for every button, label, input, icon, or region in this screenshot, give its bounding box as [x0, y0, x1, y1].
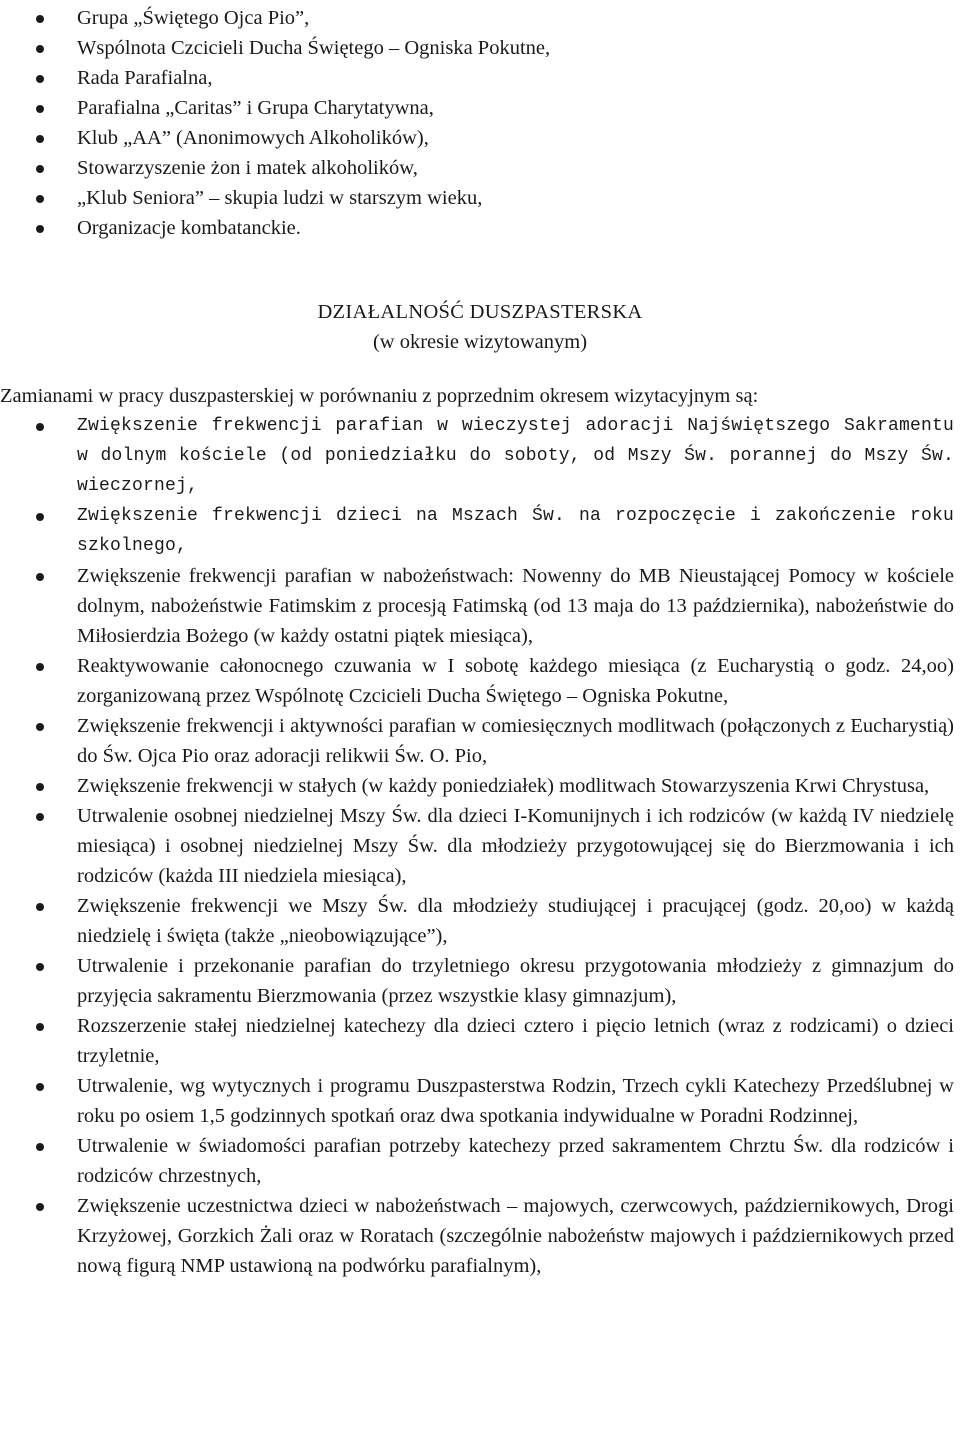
- bullet-icon: [36, 1143, 44, 1151]
- bullet-icon: [36, 195, 44, 203]
- list-item: Zwiększenie frekwencji parafian w wieczystej adoracji Najświętszego Sakramentu w dolnym kościele (od poniedziałku do soboty, od Mszy Św. porannej do Mszy Św. wieczornej,: [0, 411, 960, 501]
- bullet-icon: [36, 573, 44, 581]
- list-item: Grupa „Świętego Ojca Pio”,: [0, 3, 960, 33]
- list-item: Zwiększenie frekwencji i aktywności parafian w comiesięcznych modlitwach (połączonych z Eucharystią) do Św. Ojca Pio oraz adoracji relikwii Św. O. Pio,: [0, 711, 960, 771]
- bullet-icon: [36, 15, 44, 23]
- bullet-icon: [36, 225, 44, 233]
- list-item: Utrwalenie osobnej niedzielnej Mszy Św. dla dzieci I-Komunijnych i ich rodziców (w każdą IV niedzielę miesiąca) i osobnej niedzielnej Mszy Św. dla młodzieży przygotowującej się do Bierzmowania i ich rodziców (każda III niedziela miesiąca),: [0, 801, 960, 891]
- list-item: Zwiększenie frekwencji w stałych (w każdy poniedziałek) modlitwach Stowarzyszenia Krwi Chrystusa,: [0, 771, 960, 801]
- list-item: Utrwalenie w świadomości parafian potrzeby katechezy przed sakramentem Chrztu Św. dla rodziców i rodziców chrzestnych,: [0, 1131, 960, 1191]
- bullet-icon: [36, 783, 44, 791]
- bullet-icon: [36, 135, 44, 143]
- list-item: Reaktywowanie całonocnego czuwania w I sobotę każdego miesiąca (z Eucharystią o godz. 24,oo) zorganizowaną przez Wspólnotę Czcicieli Ducha Świętego – Ogniska Pokutne,: [0, 651, 960, 711]
- bullet-icon: [36, 963, 44, 971]
- list-item: Utrwalenie, wg wytycznych i programu Duszpasterstwa Rodzin, Trzech cykli Katechezy Przedślubnej w roku po osiem 1,5 godzinnych spotkań oraz dwa spotkania indywidualne w Poradni Rodzinnej,: [0, 1071, 960, 1131]
- groups-list: [0, 0, 960, 243]
- bullet-icon: [36, 105, 44, 113]
- bullet-icon: [36, 663, 44, 671]
- list-item: Zwiększenie frekwencji dzieci na Mszach Św. na rozpoczęcie i zakończenie roku szkolnego,: [0, 501, 960, 561]
- list-item: „Klub Seniora” – skupia ludzi w starszym wieku,: [0, 183, 960, 213]
- bullet-icon: [36, 165, 44, 173]
- list-item: Zwiększenie frekwencji we Mszy Św. dla młodzieży studiującej i pracującej (godz. 20,oo) w każdą niedzielę i święta (także „nieobowiązujące”),: [0, 891, 960, 951]
- list-item: Organizacje kombatanckie.: [0, 213, 960, 243]
- bullet-icon: [36, 813, 44, 821]
- bullet-icon: [36, 1083, 44, 1091]
- bullet-icon: [36, 1203, 44, 1211]
- list-item: Utrwalenie i przekonanie parafian do trzyletniego okresu przygotowania młodzieży z gimnazjum do przyjęcia sakramentu Bierzmowania (przez wszystkie klasy gimnazjum),: [0, 951, 960, 1011]
- list-item: Klub „AA” (Anonimowych Alkoholików),: [0, 123, 960, 153]
- list-item: Rozszerzenie stałej niedzielnej katechezy dla dzieci cztero i pięcio letnich (wraz z rodzicami) o dzieci trzyletnie,: [0, 1011, 960, 1071]
- intro-paragraph: Zamianami w pracy duszpasterskiej w porównaniu z poprzednim okresem wizytacyjnym są:: [0, 385, 759, 407]
- bullet-icon: [36, 513, 44, 521]
- list-item: Parafialna „Caritas” i Grupa Charytatywna,: [0, 93, 960, 123]
- list-item: Wspólnota Czcicieli Ducha Świętego – Ogniska Pokutne,: [0, 33, 960, 63]
- bullet-icon: [36, 1023, 44, 1031]
- changes-list: [0, 411, 960, 1281]
- section-subtitle: (w okresie wizytowanym): [372, 331, 588, 353]
- list-item: Rada Parafialna,: [0, 63, 960, 93]
- bullet-icon: [36, 423, 44, 431]
- list-item: Zwiększenie frekwencji parafian w nabożeństwach: Nowenny do MB Nieustającej Pomocy w kościele dolnym, nabożeństwie Fatimskim z procesją Fatimską (od 13 maja do 13 października), nabożeństwie do Miłosierdzia Bożego (w każdy ostatni piątek miesiąca),: [0, 561, 960, 651]
- bullet-icon: [36, 723, 44, 731]
- bullet-icon: [36, 903, 44, 911]
- bullet-icon: [36, 45, 44, 53]
- bullet-icon: [36, 75, 44, 83]
- section-title: DZIAŁALNOŚĆ DUSZPASTERSKA: [317, 301, 643, 323]
- list-item: Zwiększenie uczestnictwa dzieci w nabożeństwach – majowych, czerwcowych, październikowych, Drogi Krzyżowej, Gorzkich Żali oraz w Roratach (szczególnie nabożeństw majowych i październikowych przed nową figurą NMP ustawioną na podwórku parafialnym),: [0, 1191, 960, 1281]
- list-item: Stowarzyszenie żon i matek alkoholików,: [0, 153, 960, 183]
